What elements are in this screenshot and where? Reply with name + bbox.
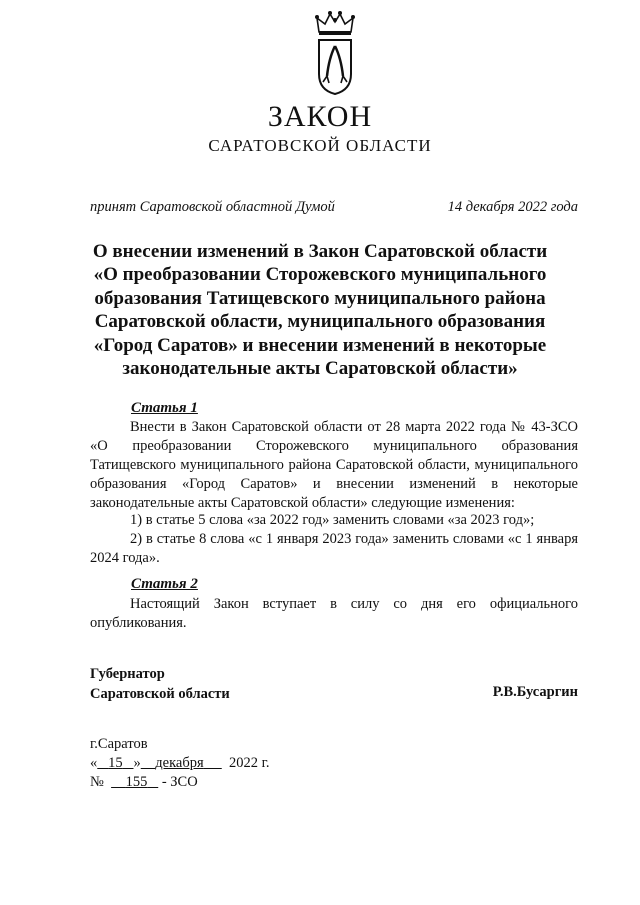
heading-line: «О преобразовании Сторожевского муниципального [93,264,547,286]
date-day: 15 [108,755,123,771]
heading-line: О внесении изменений в Закон Саратовской области [92,241,548,262]
registration-number: № 155 - ЗСО [90,774,198,790]
law-number-suffix: - ЗСО [161,774,198,790]
signatory-name: Р.В.Бусаргин [492,684,578,700]
signatory-position-line: Губернатор [90,666,165,682]
heading-line: Саратовской области, муниципального образования [94,311,546,333]
article-2-title: Статья 2 [131,576,198,592]
document-subtitle: САРАТОВСКОЙ ОБЛАСТИ [208,136,432,155]
signatory-position [90,664,230,704]
city: г.Саратов [90,736,148,752]
signatory-position-line: Саратовской области [90,686,230,702]
adopted-date: 14 декабря 2022 года [447,199,578,215]
registration-date: « 15 » декабря 2022 г. [90,755,270,771]
law-heading [70,240,570,380]
article-1-title: Статья 1 [131,400,198,416]
article-1-item-2: 2) в статье 8 слова «с 1 января 2023 года» заменить словами «с 1 января 2024 года». [90,531,578,566]
article-1-intro: Внести в Закон Саратовской области от 28 марта 2022 года № 43-ЗСО «О преобразовании Сторожевского муниципального образования Татищевского муниципального района Саратовской области, муниципального образования «Город Саратов» и внесении изменений в некоторые законодательные акты Саратовской области» следующие изменения: [90,419,578,511]
adopted-by: принят Саратовской областной Думой [90,199,335,215]
date-month: декабря [155,755,204,771]
article-2-text: Настоящий Закон вступает в силу со дня его официального опубликования. [90,596,578,631]
law-number: 155 [125,774,148,790]
coat-of-arms-icon [313,10,357,96]
article-1-item-1: 1) в статье 5 слова «за 2022 год» заменить словами «за 2023 год»; [130,512,535,528]
heading-line: законодательные акты Саратовской области» [122,358,518,380]
document-title: ЗАКОН [267,100,373,133]
heading-line: образования Татищевского муниципального района [94,287,546,309]
heading-line: «Город Саратов» и внесении изменений в некоторые [93,334,547,356]
registration-block [90,735,270,792]
date-year: 2022 г. [229,755,270,771]
